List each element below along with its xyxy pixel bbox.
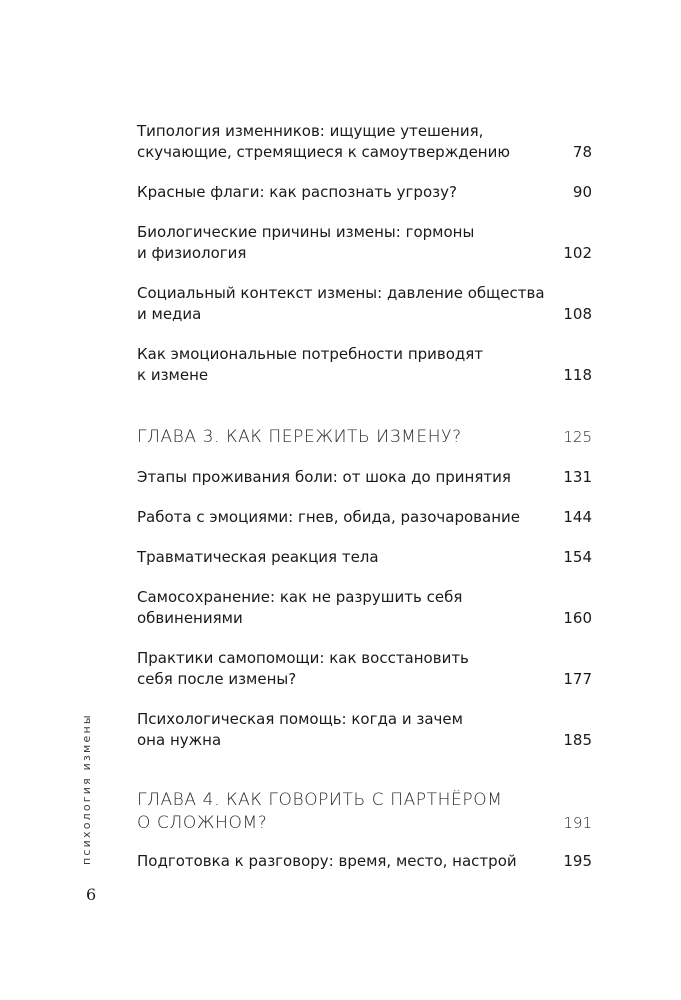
toc-entry: [137, 344, 592, 386]
chapter-title: ГЛАВА 4. КАК ГОВОРИТЬ С ПАРТНЁРОМ: [137, 790, 503, 810]
toc-entry: [137, 851, 592, 872]
toc-entry-title: Социальный контекст измены: давление общества: [137, 284, 545, 302]
toc-page-number: 118: [563, 366, 592, 384]
toc-entry: [137, 648, 592, 690]
toc-entry-title: скучающие, стремящиеся к самоутверждению: [137, 143, 510, 161]
toc-page-number: 125: [563, 428, 592, 446]
toc-entry: [137, 507, 592, 528]
toc-entry-title: Красные флаги: как распознать угрозу?: [137, 183, 457, 201]
toc-page-number: 191: [563, 814, 592, 832]
toc-entry: [137, 547, 592, 568]
toc-entry: [137, 709, 592, 751]
toc-entry-title: Работа с эмоциями: гнев, обида, разочарование: [137, 508, 520, 526]
toc-entry: [137, 182, 592, 203]
toc-page-number: 154: [563, 548, 592, 566]
toc-entry-title: к измене: [137, 366, 209, 384]
toc-page-number: 102: [563, 244, 592, 262]
toc-entry-title: Подготовка к разговору: время, место, настрой: [137, 852, 517, 870]
toc-entry-title: Травматическая реакция тела: [137, 548, 379, 566]
toc-page-number: 108: [563, 305, 592, 323]
toc-entry: [137, 121, 592, 163]
toc-entry-title: Самосохранение: как не разрушить себя: [137, 588, 463, 606]
toc-page-number: 144: [563, 508, 592, 526]
toc-entry-title: Этапы проживания боли: от шока до принятия: [137, 468, 511, 486]
toc-entry: [137, 222, 592, 264]
toc-entry-title: Практики самопомощи: как восстановить: [137, 649, 469, 667]
running-title-text: психология измены: [80, 713, 93, 865]
running-title: [80, 715, 94, 865]
toc-page-number: 78: [572, 143, 592, 161]
toc-entry-title: Биологические причины измены: гормоны: [137, 223, 475, 241]
page-number: 6: [86, 885, 97, 904]
toc-entry-title: Как эмоциональные потребности приводят: [137, 345, 484, 363]
toc-entry: [137, 283, 592, 325]
toc-entry: [137, 587, 592, 629]
toc-entry-title: себя после измены?: [137, 670, 297, 688]
chapter-title: ГЛАВА 3. КАК ПЕРЕЖИТЬ ИЗМЕНУ?: [137, 427, 462, 447]
toc-entry-title: и физиология: [137, 244, 247, 262]
table-of-contents: [137, 118, 592, 872]
toc-page-number: 131: [563, 468, 592, 486]
chapter-heading: [137, 789, 592, 835]
toc-page-number: 185: [563, 731, 592, 749]
toc-entry-title: обвинениями: [137, 609, 243, 627]
chapter-heading: [137, 426, 592, 449]
toc-entry-title: Типология изменников: ищущие утешения,: [137, 122, 484, 140]
toc-entry-title: Психологическая помощь: когда и зачем: [137, 710, 463, 728]
toc-entry-title: она нужна: [137, 731, 222, 749]
toc-entry-title: и медиа: [137, 305, 202, 323]
toc-page-number: 90: [572, 183, 592, 201]
toc-page-number: 177: [563, 670, 592, 688]
toc-page-number: 195: [563, 852, 592, 870]
toc-entry: [137, 467, 592, 488]
chapter-title: О СЛОЖНОМ?: [137, 813, 268, 833]
toc-page-number: 160: [563, 609, 592, 627]
